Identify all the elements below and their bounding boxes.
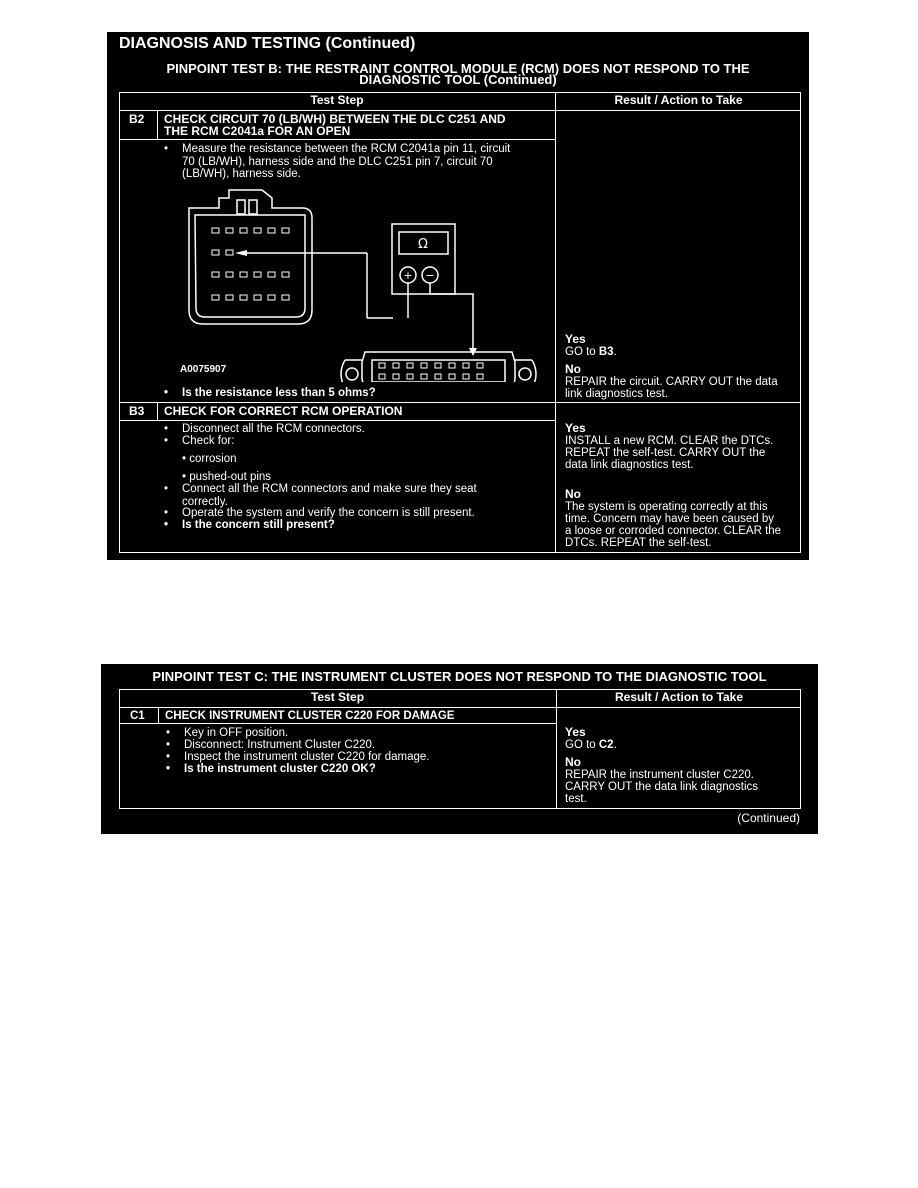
c1-no-line2: CARRY OUT the data link diagnostics	[565, 781, 759, 793]
lead-dlc	[430, 283, 473, 348]
b2-title-divider	[119, 139, 556, 140]
rcm-probe	[235, 250, 247, 256]
ohm-symbol: Ω	[418, 237, 428, 252]
rcm-connector	[189, 190, 312, 324]
col-header-test-step: Test Step	[310, 690, 365, 704]
b2-yes-ref: B3	[598, 346, 614, 358]
header-divider	[119, 110, 801, 111]
b3-sub-corrosion: • corrosion	[182, 453, 237, 465]
column-divider	[555, 92, 556, 553]
b2-title-line2: THE RCM C2041a FOR AN OPEN	[164, 124, 351, 138]
b2-yes-label: Yes	[565, 332, 586, 346]
b3-yes-line3: data link diagnostics test.	[565, 459, 694, 471]
rcm-connector-pins	[212, 228, 289, 300]
b2-title-line1: CHECK CIRCUIT 70 (LB/WH) BETWEEN THE DLC C251 AND	[164, 112, 506, 126]
b3-no-line1: The system is operating correctly at this	[565, 501, 768, 513]
c1-yes-ref: C2	[598, 739, 614, 751]
c1-id-divider	[158, 707, 159, 723]
b3-yes-line2: REPEAT the self-test. CARRY OUT the	[565, 447, 766, 459]
b2-no-line1: REPAIR the circuit. CARRY OUT the data	[565, 376, 778, 388]
negative-terminal-icon: −	[425, 269, 435, 282]
c1-no-line1: REPAIR the instrument cluster C220.	[565, 769, 754, 781]
c1-step-id: C1	[130, 710, 145, 722]
b3-no-label: No	[565, 487, 581, 501]
dlc-pins	[379, 363, 483, 379]
positive-terminal-icon: +	[403, 269, 413, 282]
b2-yes-action: GO to B3.	[565, 346, 617, 358]
b2-id-divider	[157, 110, 158, 139]
col-header-test-step: Test Step	[310, 93, 364, 107]
section-heading: DIAGNOSIS AND TESTING (Continued)	[119, 35, 416, 52]
b3-id-divider	[157, 402, 158, 420]
b2-no-label: No	[565, 362, 581, 376]
c1-yes-label: Yes	[565, 725, 586, 739]
test-b-title-line1: PINPOINT TEST B: THE RESTRAINT CONTROL MODULE (RCM) DOES NOT RESPOND TO THE	[166, 61, 750, 76]
b3-no-line2: time. Concern may have been caused by	[565, 513, 775, 525]
multimeter	[392, 224, 455, 294]
c1-no-label: No	[565, 755, 581, 769]
b3-no-line4: DTCs. REPEAT the self-test.	[565, 537, 712, 549]
dlc-connector	[341, 352, 536, 382]
header-divider	[119, 707, 801, 708]
c1-yes-action: GO to C2.	[565, 739, 617, 751]
continued-label: (Continued)	[737, 811, 800, 825]
b3-step-id: B3	[129, 404, 145, 418]
figure-id: A0075907	[180, 364, 227, 375]
b2-no-line2: link diagnostics test.	[565, 388, 668, 400]
c1-no-line3: test.	[565, 793, 587, 805]
b3-sub-pushed-out-pins: • pushed-out pins	[182, 471, 272, 483]
b2-step-id: B2	[129, 112, 145, 126]
rcm-dlc-resistance-diagram	[167, 182, 547, 382]
test-b-title-line2: DIAGNOSTIC TOOL (Continued)	[359, 72, 557, 87]
b3-yes-line1: INSTALL a new RCM. CLEAR the DTCs.	[565, 435, 774, 447]
test-c-title: PINPOINT TEST C: THE INSTRUMENT CLUSTER DOES NOT RESPOND TO THE DIAGNOSTIC TOOL	[152, 669, 767, 684]
c1-title: CHECK INSTRUMENT CLUSTER C220 FOR DAMAGE	[165, 710, 455, 722]
b3-row-divider	[119, 402, 801, 403]
pinpoint-test-c-panel: PINPOINT TEST C: THE INSTRUMENT CLUSTER DOES NOT RESPOND TO THE DIAGNOSTIC TOOL Test Step Result / Action to Take C1 CHECK INSTRUMENT CLUSTER C220 FOR DAMAGE • Key in OFF position. • Disconnect: Instrument Cluster C220. • Inspect the instrument cluster C220 for damage. • Is the instrument cluster C220 OK? Yes GO to C2. No REPAIR the instrument cluster C220. CARRY OUT the data link diagnostics test. (Continued)	[101, 664, 818, 834]
b3-title: CHECK FOR CORRECT RCM OPERATION	[164, 404, 403, 418]
b3-title-divider	[119, 420, 556, 421]
b3-no-line3: a loose or corroded connector. CLEAR the	[565, 525, 782, 537]
col-header-result: Result / Action to Take	[614, 690, 743, 704]
c1-title-divider	[119, 723, 557, 724]
pinpoint-test-b-panel: DIAGNOSIS AND TESTING (Continued) PINPOINT TEST B: THE RESTRAINT CONTROL MODULE (RCM) DOES NOT RESPOND TO THE DIAGNOSTIC TOOL (Continued) Test Step Result / Action to Take B2 CHECK CIRCUIT 70 (LB/WH) BETWEEN THE DLC C251 AND THE RCM C2041a FOR AN OPEN • Measure the resistance between the RCM C2041a pin 11, circuit 70 (LB/WH), harness side and the DLC C251 pin 7, circuit 70 (LB/WH), harness side. Ω + − A0075907 • Is the resistance less than 5 ohms? Yes GO to B3. No REPAIR the circuit. CARRY OUT the data link diagnostics test. B3 CHECK FOR CORRECT RCM OPERATION • Disconnect all the RCM connectors. • Check for: • corrosion • pushed-out pins • Connect all the RCM connectors and make sure they seat correctly. • Operate the system and verify the concern is still present. • Is the concern still present? Yes INSTALL a new RCM. CLEAR the DTCs. REPEAT the self-test. CARRY OUT the data link diagnostics test. No The system is operating correctly at this time. Concern may have been caused by a loose or corroded connector. CLEAR the DTCs. REPEAT the self-test.	[107, 32, 809, 560]
col-header-result: Result / Action to Take	[614, 93, 743, 107]
b3-yes-label: Yes	[565, 421, 586, 435]
